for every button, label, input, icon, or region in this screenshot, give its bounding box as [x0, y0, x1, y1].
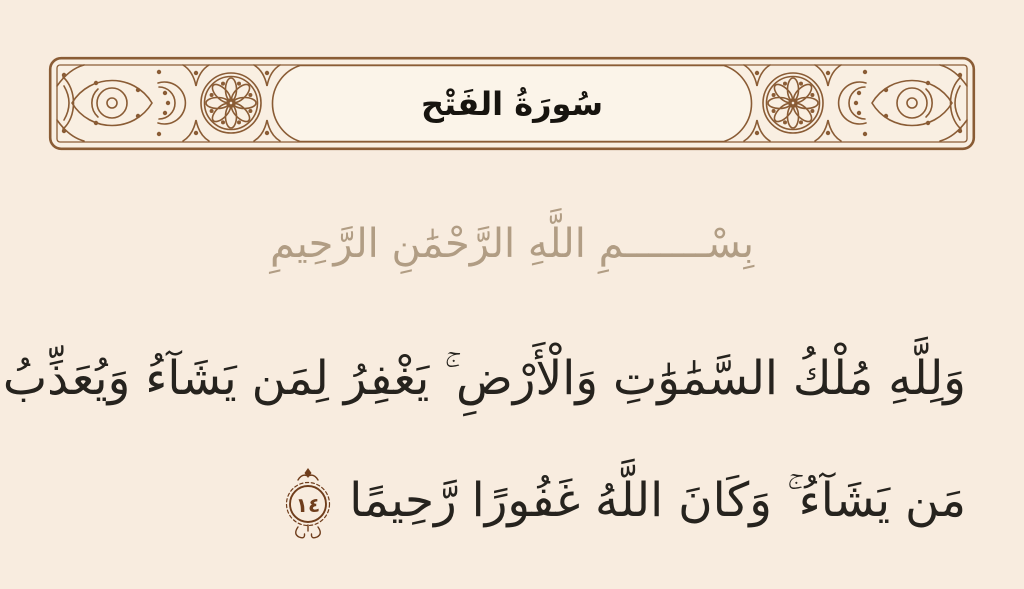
verse-48-14-block — [0, 318, 1024, 562]
verse-line-1: وَلِلَّهِ مُلْكُ السَّمَٰوَٰتِ وَالْأَرْضِ ۚ يَغْفِرُ لِمَن يَشَآءُ وَيُعَذِّبُ — [2, 351, 966, 406]
verse-line-2-text: مَن يَشَآءُ ۚ وَكَانَ اللَّهُ غَفُورًا رَّحِيمًا — [349, 473, 966, 528]
verse-line-2 — [30, 440, 966, 562]
ayah-number: ١٤ — [296, 492, 321, 517]
bismillah-text: بِسْـــــــمِ اللَّهِ الرَّحْمَٰنِ الرَّحِيمِ — [269, 221, 755, 267]
surah-header-band — [48, 56, 976, 151]
surah-title: سُورَةُ الفَتْح — [420, 84, 604, 123]
ayah-end-ornament-icon — [281, 465, 335, 543]
ayah-number-medallion — [281, 465, 335, 543]
